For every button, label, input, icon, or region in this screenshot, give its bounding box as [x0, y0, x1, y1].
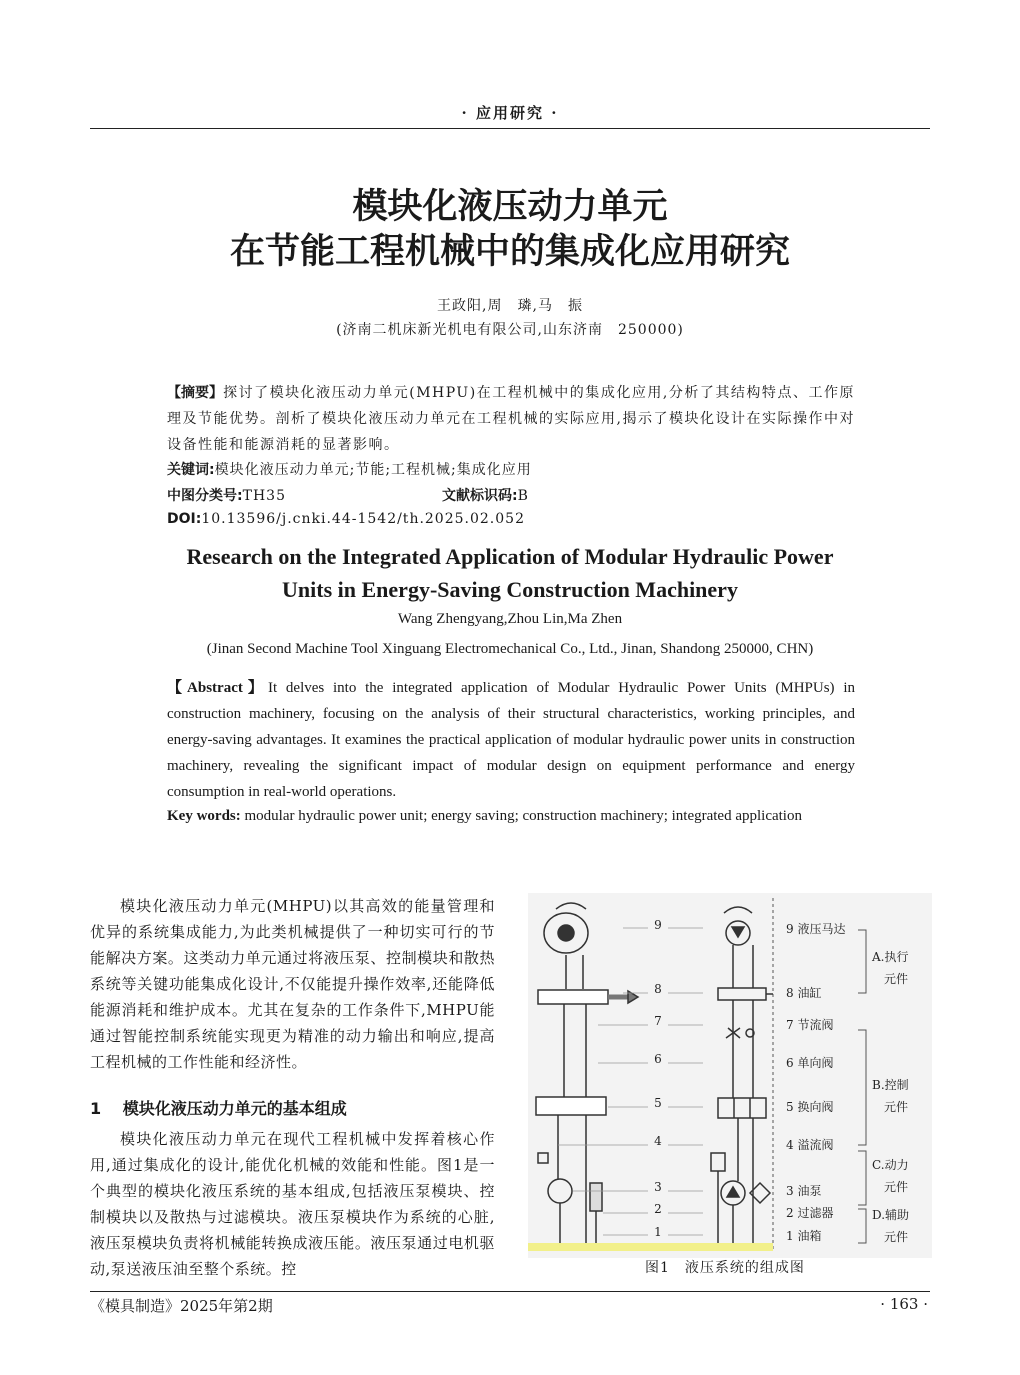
en-affiliation: (Jinan Second Machine Tool Xinguang Electromechanical Co., Ltd., Jinan, Shandong 250000, CHN) — [206, 641, 814, 657]
title-line-2: 在节能工程机械中的集成化应用研究 — [229, 232, 790, 272]
abstract-en-text: It delves into the integrated application of Modular Hydraulic Power Units (MHPUs) in construction machinery, focusing on the analysis of their structural characteristics, working principles, and energy-saving advantages. It examines the practical application of modular hydraulic power units in construction machinery, revealing the significant impact of modular design on equipment performance and energy consumption in real-world operations. — [167, 680, 856, 800]
group-label-line1: D.辅助 — [872, 1208, 910, 1222]
abstract-cn-label: 【摘要】 — [167, 385, 224, 401]
section-1-number: 1 — [90, 1099, 102, 1118]
component-label: 6 单向阀 — [786, 1056, 834, 1070]
figure-left-number: 8 — [654, 982, 662, 996]
component-label: 7 节流阀 — [786, 1018, 834, 1032]
figure-left-number: 2 — [654, 1202, 662, 1216]
oil-tank-fill — [528, 1243, 773, 1251]
group-label-line2: 元件 — [884, 972, 909, 986]
section-1-heading — [90, 1096, 347, 1119]
group-label-line1: A.执行 — [872, 950, 909, 964]
en-title-line-1: Research on the Integrated Application of Modular Hydraulic Power — [186, 544, 834, 569]
figure-left-number: 6 — [654, 1052, 662, 1066]
doi — [167, 511, 525, 527]
filter-pictorial — [590, 1183, 602, 1211]
document-code — [442, 485, 529, 505]
page-number: · 163 · — [880, 1295, 928, 1313]
component-label: 1 油箱 — [786, 1229, 822, 1243]
figure-left-number: 3 — [654, 1180, 662, 1194]
en-authors: Wang Zhengyang,Zhou Lin,Ma Zhen — [397, 611, 623, 627]
keywords-en — [167, 803, 855, 829]
title-line-1: 模块化液压动力单元 — [352, 187, 668, 227]
figure-left-number: 1 — [654, 1225, 662, 1239]
clc-label: 中图分类号: — [167, 488, 243, 504]
component-label: 4 溢流阀 — [786, 1138, 834, 1152]
component-label: 8 油缸 — [786, 986, 822, 1000]
doc-code-label: 文献标识码: — [442, 488, 518, 504]
abstract-cn — [167, 380, 855, 458]
keywords-cn-text: 模块化液压动力单元;节能;工程机械;集成化应用 — [214, 462, 532, 478]
group-label-line1: B.控制 — [872, 1078, 909, 1092]
valve-pictorial — [536, 1097, 606, 1115]
keywords-cn-label: 关键词: — [167, 462, 215, 478]
keywords-en-text: modular hydraulic power unit; energy saving; construction machinery; integrated application — [244, 808, 802, 824]
figure-left-number: 9 — [654, 918, 662, 932]
group-label-line2: 元件 — [884, 1100, 909, 1114]
en-title-line-2: Units in Energy-Saving Construction Machinery — [282, 577, 738, 602]
component-label: 2 过滤器 — [786, 1206, 834, 1220]
group-label-line1: C.动力 — [872, 1158, 909, 1172]
clc-number — [167, 485, 286, 505]
keywords-cn — [167, 459, 532, 479]
affiliation: (济南二机床新光机电有限公司,山东济南 250000) — [336, 322, 684, 338]
figure-left-number: 7 — [654, 1014, 662, 1028]
doi-label: DOI: — [167, 511, 202, 527]
section-1-title: 模块化液压动力单元的基本组成 — [122, 1099, 347, 1118]
component-label: 9 液压马达 — [786, 922, 846, 936]
doi-value: 10.13596/j.cnki.44-1542/th.2025.02.052 — [201, 511, 525, 527]
body-paragraph-2: 模块化液压动力单元在现代工程机械中发挥着核心作用,通过集成化的设计,能优化机械的效能和性能。图1是一个典型的模块化液压系统的基本组成,包括液压泵模块、控制模块以及散热与过滤模块。液压泵模块作为系统的心脏,液压泵模块负责将机械能转换成液压能。液压泵通过电机驱动,泵送液压油至整个系统。控 — [90, 1130, 495, 1278]
component-label: 5 换向阀 — [786, 1100, 834, 1114]
figure-left-number: 5 — [654, 1096, 662, 1110]
figure-caption: 图1 液压系统的组成图 — [645, 1260, 805, 1276]
clc-value: TH35 — [242, 488, 286, 504]
figure-background — [528, 893, 932, 1258]
doc-code-value: B — [517, 488, 529, 504]
hydraulic-system-figure — [528, 893, 932, 1258]
group-label-line2: 元件 — [884, 1230, 909, 1244]
footer-rule — [90, 1291, 930, 1292]
abstract-en — [167, 675, 855, 805]
figure-left-number: 4 — [654, 1134, 662, 1148]
header-rule — [90, 128, 930, 129]
motor-shaft — [558, 925, 574, 941]
keywords-en-label: Key words: — [167, 808, 241, 824]
journal-issue: 《模具制造》2025年第2期 — [90, 1297, 273, 1315]
group-label-line2: 元件 — [884, 1180, 909, 1194]
body-paragraph-1: 模块化液压动力单元(MHPU)以其高效的能量管理和优异的系统集成能力,为此类机械提供了一种切实可行的节能解决方案。这类动力单元通过将液压泵、控制模块和散热系统等关键功能集成化设计,不仅能提升操作效率,还能降低能源消耗和维护成本。尤其在复杂的工作条件下,MHPU能通过智能控制系统能实现更为精准的动力输出和响应,提高工程机械的工作性能和经济性。 — [90, 897, 495, 1071]
abstract-en-label: 【Abstract】 — [167, 680, 268, 696]
cylinder-pictorial — [538, 990, 608, 1004]
authors: 王政阳,周 璘,马 振 — [437, 298, 583, 314]
abstract-cn-text: 探讨了模块化液压动力单元(MHPU)在工程机械中的集成化应用,分析了其结构特点、工作原理及节能优势。剖析了模块化液压动力单元在工程机械的实际应用,揭示了模块化设计在实际操作中对设备性能和能源消耗的显著影响。 — [167, 385, 856, 453]
section-header: · 应用研究 · — [461, 104, 559, 122]
component-label: 3 油泵 — [786, 1184, 822, 1198]
